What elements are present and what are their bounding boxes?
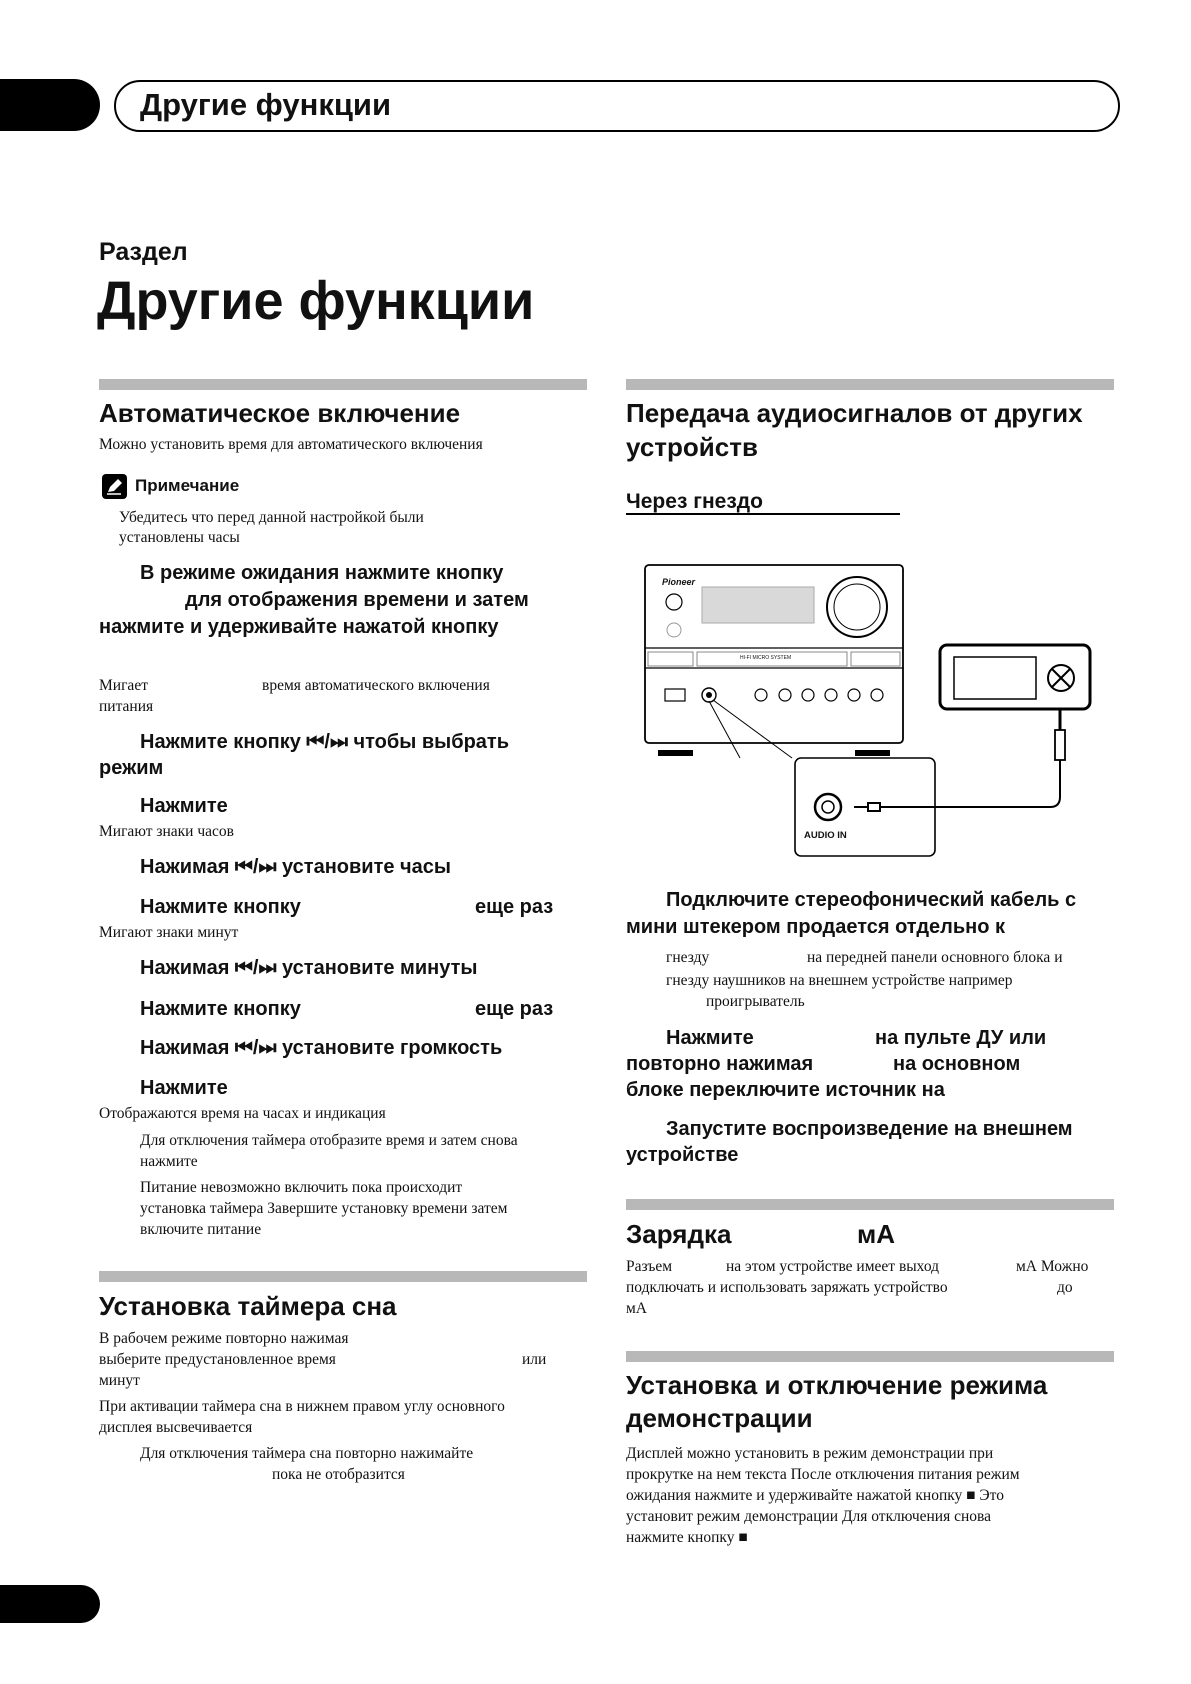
section-bar-auto (99, 379, 587, 390)
audio-subheading: Через гнездо (626, 490, 763, 513)
sleep-p2-line1: При активации таймера сна в нижнем правом углу основного (99, 1398, 505, 1415)
header-title: Другие функции (140, 87, 392, 122)
auto-step9: Нажмите (140, 1077, 228, 1099)
note-label: Примечание (135, 476, 240, 495)
chapter-title: Другие функции (97, 271, 535, 331)
audio-step2-line1a: Нажмите (666, 1027, 754, 1049)
audio-step1-desc-1b: на передней панели основного блока и (807, 949, 1063, 966)
auto-step5-b: еще раз (475, 896, 554, 918)
auto-on-intro: Можно установить время для автоматического включения (99, 436, 483, 453)
auto-step6: Нажимая ⏮/⏭ установите минуты (140, 957, 478, 979)
heading-auto-on: Автоматическое включение (99, 398, 461, 428)
device-brand: Pioneer (662, 577, 696, 587)
sleep-p2-line2: дисплея высвечивается (99, 1419, 253, 1436)
charge-line1a: Разъем (626, 1258, 673, 1275)
sleep-p1-line2b: или (522, 1351, 547, 1368)
sleep-p1-line3: минут (99, 1372, 140, 1389)
heading-demo-2: демонстрации (626, 1403, 813, 1433)
note-text-1: Убедитесь что перед данной настройкой были (119, 509, 424, 526)
heading-audio-2: устройств (626, 432, 758, 462)
section-bar-charge (626, 1199, 1114, 1210)
auto-step5-desc: Мигают знаки минут (99, 924, 239, 941)
chapter-label: Раздел (99, 238, 188, 266)
auto-step7-b: еще раз (475, 998, 554, 1020)
heading-charge-a: Зарядка (626, 1219, 732, 1249)
auto-step1-line1: В режиме ожидания нажмите кнопку (140, 562, 504, 584)
demo-line2: прокрутке на нем текста После отключения питания режим (626, 1466, 1020, 1483)
connection-illustration (640, 560, 1100, 860)
audio-step1-line1: Подключите стереофонический кабель с (666, 889, 1077, 911)
auto-step1-desc-b: время автоматического включения (262, 677, 490, 694)
audio-step2-line2a: повторно нажимая (626, 1053, 814, 1075)
auto-step2-line1: Нажмите кнопку ⏮/⏭ чтобы выбрать (140, 731, 510, 753)
jack-label: AUDIO IN (804, 830, 847, 841)
charge-line2a: подключать и использовать заряжать устройство (626, 1279, 948, 1296)
audio-step1-desc-2: гнезду наушников на внешнем устройстве например (666, 972, 1013, 989)
demo-line4: установит режим демонстрации Для отключения снова (626, 1508, 992, 1525)
sleep-p1-line1: В рабочем режиме повторно нажимая (99, 1330, 349, 1347)
demo-line1: Дисплей можно установить в режим демонстрации при (626, 1445, 994, 1462)
heading-demo-1: Установка и отключение режима (626, 1370, 1048, 1400)
heading-charge-b: мА (857, 1219, 896, 1249)
auto-tip2-line1: Питание невозможно включить пока происходит (140, 1179, 463, 1196)
footer-black-tab (0, 1585, 100, 1623)
audio-step2-line3: блоке переключите источник на (626, 1079, 945, 1101)
auto-step7-a: Нажмите кнопку (140, 998, 301, 1020)
demo-line3: ожидания нажмите и удерживайте нажатой кнопку ■ Это (626, 1487, 1004, 1504)
note-icon (102, 474, 127, 499)
section-bar-demo (626, 1351, 1114, 1362)
auto-tip2-line3: включите питание (140, 1221, 262, 1238)
auto-step3: Нажмите (140, 795, 228, 817)
audio-step1-desc-1a: гнезду (666, 949, 710, 966)
charge-line1c: мА Можно (1016, 1258, 1089, 1275)
sleep-p1-line2a: выберите предустановленное время (99, 1351, 336, 1368)
device-model: HI-FI MICRO SYSTEM (740, 655, 792, 661)
charge-line3: мА (626, 1300, 648, 1317)
auto-step1-desc-a: Мигает (99, 677, 148, 694)
section-bar-sleep (99, 1271, 587, 1282)
auto-step1-line2: для отображения времени и затем (185, 589, 529, 611)
heading-sleep: Установка таймера сна (99, 1291, 397, 1321)
sleep-p3-line2: пока не отобразится (272, 1466, 405, 1483)
audio-step3-line1: Запустите воспроизведение на внешнем (666, 1118, 1073, 1140)
audio-step2-line2b: на основном (893, 1053, 1021, 1075)
audio-step3-line2: устройстве (626, 1144, 739, 1166)
audio-step1-desc-3: проигрыватель (706, 993, 805, 1010)
auto-step1-desc-c: питания (99, 698, 154, 715)
auto-step1-line3: нажмите и удерживайте нажатой кнопку (99, 616, 499, 638)
auto-step8: Нажимая ⏮/⏭ установите громкость (140, 1037, 503, 1059)
audio-step1-line2: мини штекером продается отдельно к (626, 916, 1006, 938)
sleep-p3-line1: Для отключения таймера сна повторно нажимайте (140, 1445, 474, 1462)
header-black-tab (0, 79, 100, 131)
auto-step4: Нажимая ⏮/⏭ установите часы (140, 856, 451, 878)
note-text-2: установлены часы (119, 529, 240, 546)
auto-step3-desc: Мигают знаки часов (99, 823, 234, 840)
section-bar-audio (626, 379, 1114, 390)
auto-step5-a: Нажмите кнопку (140, 896, 301, 918)
charge-line2b: до (1057, 1279, 1073, 1296)
charge-line1b: на этом устройстве имеет выход (726, 1258, 940, 1275)
heading-audio-1: Передача аудиосигналов от других (626, 398, 1083, 428)
audio-step2-line1b: на пульте ДУ или (875, 1027, 1047, 1049)
audio-subheading-underline (626, 513, 900, 515)
auto-tip1-line2: нажмите (140, 1153, 198, 1170)
auto-step9-desc: Отображаются время на часах и индикация (99, 1105, 386, 1122)
auto-tip2-line2: установка таймера Завершите установку времени затем (140, 1200, 508, 1217)
demo-line5: нажмите кнопку ■ (626, 1529, 748, 1546)
auto-step2-line2: режим (99, 757, 164, 779)
auto-tip1-line1: Для отключения таймера отобразите время и затем снова (140, 1132, 518, 1149)
